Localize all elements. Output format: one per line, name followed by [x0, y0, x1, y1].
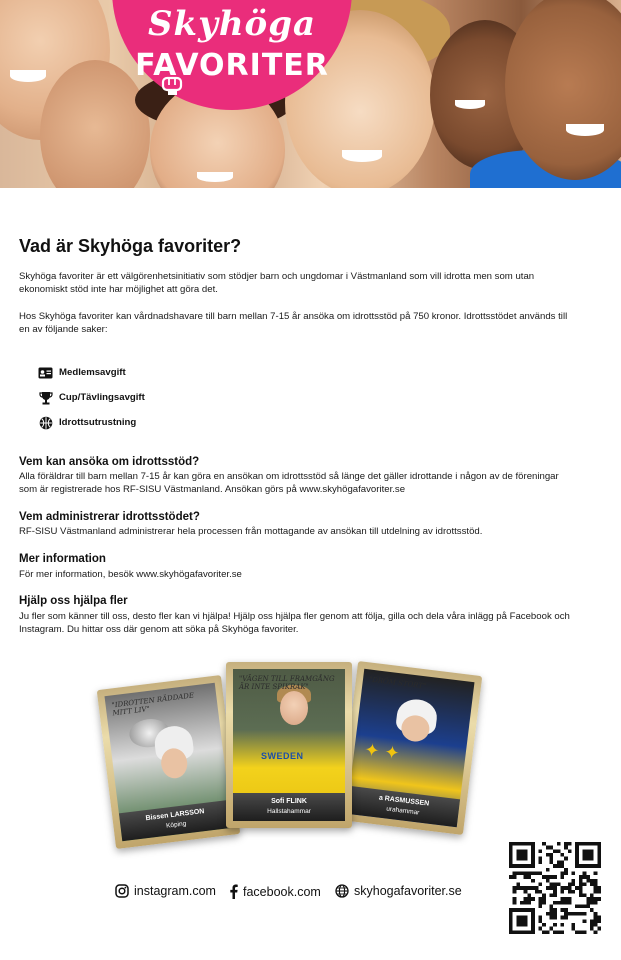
trophy-icon [38, 391, 53, 405]
athlete-town: Köping [165, 820, 187, 830]
list-item-label: Medlemsavgift [59, 367, 126, 378]
website-link[interactable] [335, 884, 462, 898]
instagram-label: instagram.com [134, 884, 216, 898]
facebook-link[interactable] [229, 884, 321, 899]
shirt-text: SWEDEN [261, 751, 304, 761]
smile [455, 100, 485, 109]
section-text: Alla föräldrar till barn mellan 7-15 år kan göra en ansökan om idrottsstöd så länge det gäller idrottande i någon av de föreningar som är registrerade hos RF-SISU Västmanland. Ansökan görs på www.skyhögafavoriter.se [19, 471, 559, 495]
crown-graphic: ✦ ✦ [363, 739, 401, 764]
smile [10, 70, 46, 82]
athlete-name: a RASMUSSEN [378, 794, 430, 808]
list-item-label: Idrottsutrustning [59, 417, 137, 428]
athlete-name: Bissen LARSSON [145, 808, 205, 823]
athlete-name: Sofi FLINK [271, 798, 307, 805]
section-heading: Mer information [19, 553, 106, 565]
hero-photo [0, 0, 621, 188]
qr-code[interactable] [509, 842, 601, 934]
section-text: För mer information, besök www.skyhögafavoriter.se [19, 569, 242, 580]
list-item [38, 360, 145, 385]
section-heading: Vem kan ansöka om idrottsstöd? [19, 456, 200, 468]
athlete-card [97, 675, 241, 849]
id-card-icon [38, 366, 53, 380]
logo-text-bottom: FAVORITER [135, 48, 329, 83]
instagram-icon [115, 884, 129, 898]
globe-icon [335, 884, 349, 898]
logo-text-top: Skyhöga [147, 4, 317, 44]
instagram-link[interactable] [115, 884, 216, 898]
section-heading: Hjälp oss hjälpa fler [19, 595, 128, 607]
facebook-label: facebook.com [243, 884, 321, 899]
section-text: Ju fler som känner till oss, desto fler kan vi hjälpa! Hjälp oss hjälpa fler genom att följa, gilla och dela våra inlägg på Facebook och Instagram. Du hittar oss där genom att söka på Skyhöga favoriter. [19, 611, 570, 635]
card-quote: "IDROTTEN RÄDDADE MITT LIV" [111, 691, 195, 718]
page-title: Vad är Skyhöga favoriter? [19, 236, 242, 256]
athlete-card [339, 661, 483, 835]
fist-icon [160, 74, 186, 96]
list-item [38, 385, 145, 410]
athlete-photo [280, 691, 308, 725]
athlete-town: urahammar [385, 805, 420, 817]
list-item-label: Cup/Tävlingsavgift [59, 392, 145, 403]
smile [566, 124, 604, 136]
list-item [38, 410, 145, 435]
card-name-bar [347, 786, 461, 827]
section-text: RF-SISU Västmanland administrerar hela processen från mottagande av ansökan till utdelning av idrottsstöd. [19, 526, 483, 537]
smile [342, 150, 382, 162]
card-quote: "VÄGEN TILL FRAMGÅNG ÄR INTE SPIKRAK" [239, 675, 335, 691]
intro-paragraph: Skyhöga favoriter är ett välgörenhetsinitiativ som stödjer barn och ungdomar i Västmanland som vill idrotta men som utan ekonomiskt stöd inte har möjlighet att göra det. [19, 271, 535, 295]
website-label: skyhogafavoriter.se [354, 884, 462, 898]
section-heading: Vem administrerar idrottsstödet? [19, 511, 200, 523]
intro-paragraph: Hos Skyhöga favoriter kan vårdnadshavare till barn mellan 7-15 år ansöka om idrottsstöd på 750 kronor. Idrottsstödet används till en av följande saker: [19, 311, 568, 335]
card-name-bar [233, 793, 345, 821]
card-name-bar [119, 800, 233, 841]
smile [197, 172, 233, 182]
athlete-town: Hallstahammar [267, 808, 311, 815]
card-quote: "DRÖM STORT" [368, 675, 427, 691]
facebook-icon [229, 884, 238, 899]
athlete-card [226, 662, 352, 828]
support-list [38, 360, 145, 435]
sports-ball-icon [38, 416, 53, 430]
